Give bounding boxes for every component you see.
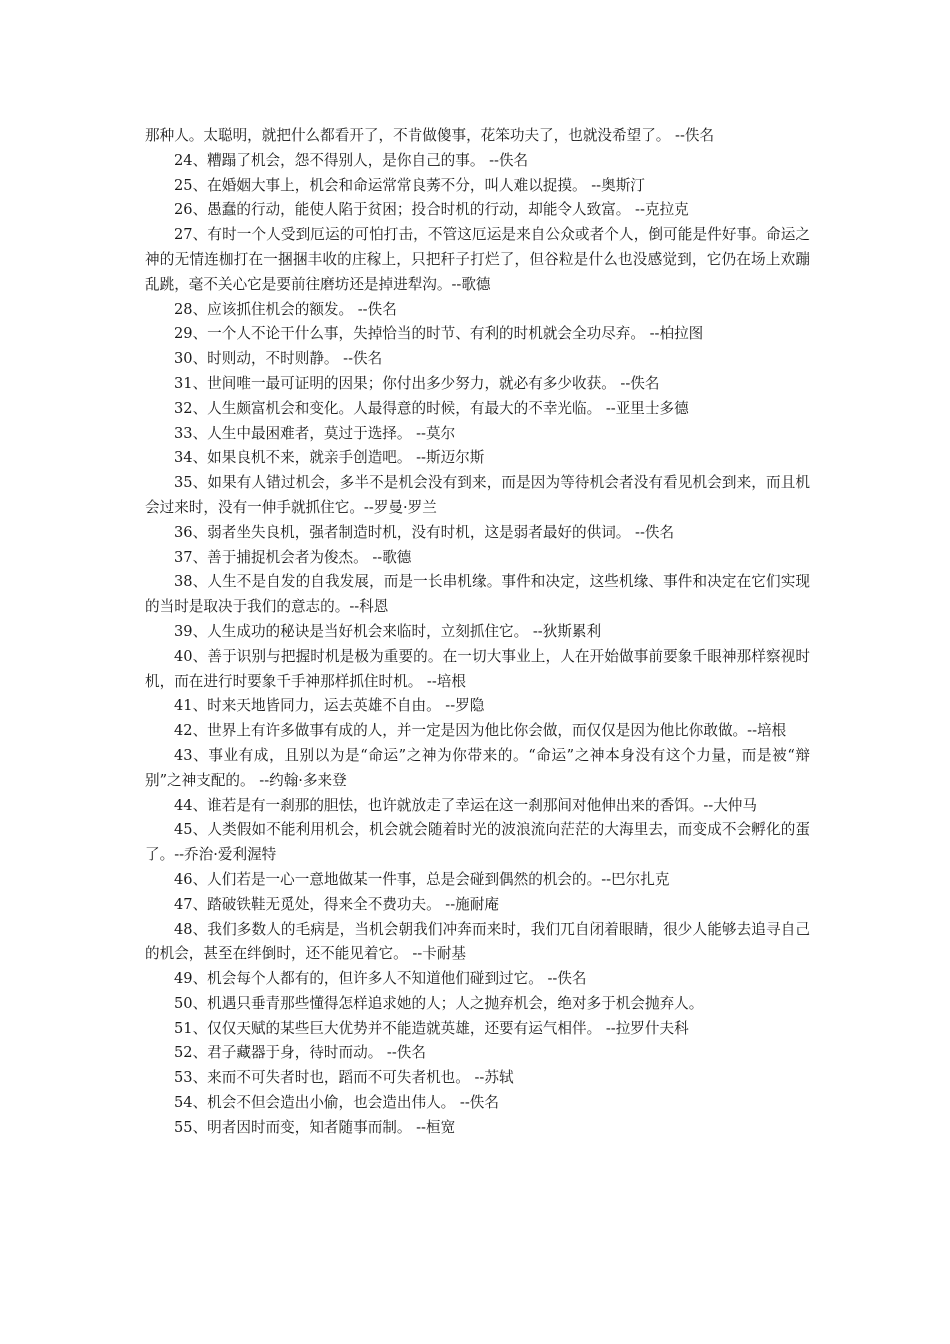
quote-paragraph: 39、人生成功的秘诀是当好机会来临时，立刻抓住它。 --狄斯累利: [174, 622, 602, 640]
quote-paragraph: 49、机会每个人都有的，但许多人不知道他们碰到过它。 --佚名: [174, 970, 587, 988]
quote-paragraph: 35、如果有人错过机会，多半不是机会没有到来，而是因为等待机会者没有看见机会到来，而且机会过来时，没有一伸手就抓住它。--罗曼·罗兰: [145, 474, 810, 516]
quote-paragraph: 54、机会不但会造出小偷，也会造出伟人。 --佚名: [174, 1094, 499, 1112]
quote-paragraph: 32、人生颇富机会和变化。人最得意的时候，有最大的不幸光临。 --亚里士多德: [174, 399, 689, 417]
quote-paragraph: 25、在婚姻大事上，机会和命运常常良莠不分，叫人难以捉摸。 --奥斯汀: [174, 176, 645, 194]
quote-paragraph: 43、事业有成，且别以为是“命运”之神为你带来的。“命运”之神本身没有这个力量，而是被“辩别”之神支配的。 --约翰·多来登: [145, 746, 810, 789]
quote-paragraph: 55、明者因时而变，知者随事而制。 --桓宽: [174, 1118, 456, 1136]
document-body: [145, 124, 810, 1141]
quote-paragraph: 48、我们多数人的毛病是，当机会朝我们冲奔而来时，我们兀自闭着眼睛，很少人能够去追寻自己的机会，甚至在绊倒时，还不能见着它。 --卡耐基: [145, 920, 810, 963]
quote-paragraph: 28、应该抓住机会的额发。 --佚名: [174, 300, 397, 318]
quote-paragraph: 34、如果良机不来，就亲手创造吧。 --斯迈尔斯: [174, 449, 485, 467]
quote-paragraph: 33、人生中最困难者，莫过于选择。 --莫尔: [174, 424, 456, 442]
quote-paragraph: 31、世间唯一最可证明的因果；你付出多少努力，就必有多少收获。 --佚名: [174, 374, 660, 392]
quote-paragraph: 36、弱者坐失良机，强者制造时机，没有时机，这是弱者最好的供词。 --佚名: [174, 523, 675, 541]
quote-paragraph: 52、君子藏器于身，待时而动。 --佚名: [174, 1044, 426, 1062]
quote-paragraph: 29、一个人不论干什么事，失掉恰当的时节、有利的时机就会全功尽弃。 --柏拉图: [174, 325, 704, 343]
quote-paragraph: 38、人生不是自发的自我发展，而是一长串机缘。事件和决定，这些机缘、事件和决定在它们实现的当时是取决于我们的意志的。--科恩: [145, 573, 810, 616]
quote-paragraph: 46、人们若是一心一意地做某一件事，总是会碰到偶然的机会的。--巴尔扎克: [174, 870, 670, 888]
quote-paragraph: 27、有时一个人受到厄运的可怕打击，不管这厄运是来自公众或者个人，倒可能是件好事。命运之神的无情连枷打在一捆捆丰收的庄稼上，只把秆子打烂了，但谷粒是什么也没感觉到，它仍在场上欢蹦乱跳，毫不关心它是要前往磨坊还是掉进犁沟。--歌德: [145, 226, 810, 293]
quote-paragraph: 24、糟蹋了机会，怨不得别人，是你自己的事。 --佚名: [174, 151, 529, 169]
quote-list: [145, 149, 810, 1141]
quote-paragraph: 47、踏破铁鞋无觅处，得来全不费功夫。 --施耐庵: [174, 895, 499, 913]
quote-paragraph: 51、仅仅天赋的某些巨大优势并不能造就英雄，还要有运气相伴。 --拉罗什夫科: [174, 1019, 689, 1037]
quote-paragraph: 41、时来天地皆同力，运去英雄不自由。 --罗隐: [174, 697, 485, 715]
quote-paragraph: 45、人类假如不能利用机会，机会就会随着时光的波浪流向茫茫的大海里去，而变成不会孵化的蛋了。--乔治·爱利渥特: [145, 821, 810, 864]
quote-paragraph: 44、谁若是有一刹那的胆怯，也许就放走了幸运在这一刹那间对他伸出来的香饵。--大仲马: [174, 796, 757, 814]
quote-paragraph: 42、世界上有许多做事有成的人，并一定是因为他比你会做，而仅仅是因为他比你敢做。--培根: [174, 722, 787, 740]
quote-paragraph: 37、善于捕捉机会者为俊杰。 --歌德: [174, 548, 412, 566]
quote-paragraph: 26、愚蠢的行动，能使人陷于贫困；投合时机的行动，却能令人致富。 --克拉克: [174, 201, 689, 219]
quote-paragraph: 40、善于识别与把握时机是极为重要的。在一切大事业上，人在开始做事前要象千眼神那样察视时机，而在进行时要象千手神那样抓住时机。 --培根: [145, 647, 810, 690]
quote-paragraph: 50、机遇只垂青那些懂得怎样追求她的人；人之抛弃机会，绝对多于机会抛弃人。: [174, 994, 704, 1012]
lead-paragraph: 那种人。太聪明，就把什么都看开了，不肯做傻事，花笨功夫了，也就没希望了。 --佚名: [145, 127, 715, 144]
quote-paragraph: 53、来而不可失者时也，蹈而不可失者机也。 --苏轼: [174, 1069, 514, 1087]
quote-paragraph: 30、时则动，不时则静。 --佚名: [174, 350, 383, 368]
